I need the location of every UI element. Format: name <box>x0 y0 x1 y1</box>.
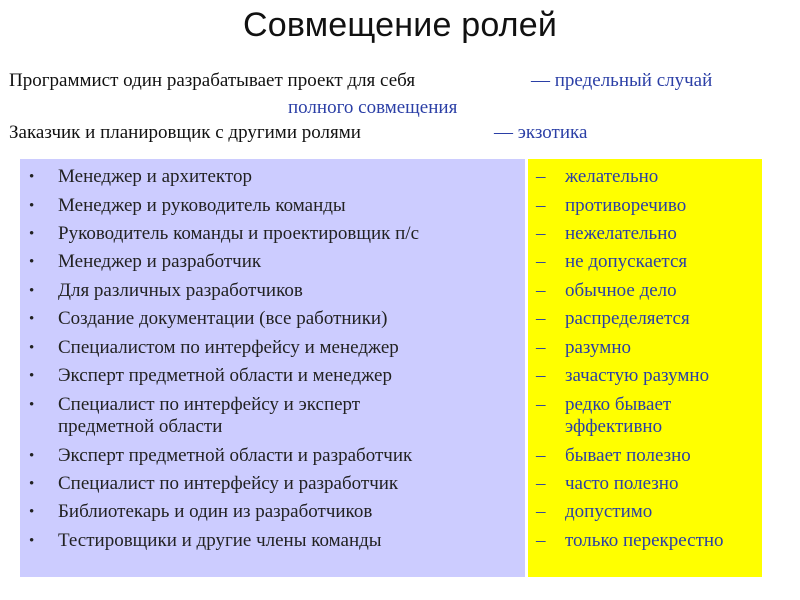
role-combination-text: Создание документации (все работники) <box>58 308 388 329</box>
dash-icon: – <box>536 365 546 386</box>
role-combination-text: Менеджер и руководитель команды <box>58 195 346 216</box>
verdict-text: нежелательно <box>565 223 677 244</box>
intro-line-1-note: — предельный случай <box>531 70 713 91</box>
role-combination-text: Менеджер и разработчик <box>58 251 262 272</box>
verdict-text: часто полезно <box>565 473 679 494</box>
dash-icon: – <box>536 337 546 358</box>
dash-icon: – <box>536 501 546 522</box>
bullet-icon: • <box>29 254 35 270</box>
bullet-icon: • <box>29 448 35 464</box>
verdict-text: допустимо <box>565 501 653 522</box>
dash-icon: – <box>536 473 546 494</box>
verdict-text: не допускается <box>565 251 688 272</box>
role-combination-text: Менеджер и архитектор <box>58 166 252 187</box>
intro-line-1: Программист один разрабатывает проект для себя <box>9 70 416 91</box>
intro-line-2: Заказчик и планировщик с другими ролями <box>9 122 361 143</box>
dash-icon: – <box>536 166 546 187</box>
role-combination-text: Руководитель команды и проектировщик п/с <box>58 223 420 244</box>
dash-icon: – <box>536 394 546 415</box>
bullet-icon: • <box>29 226 35 242</box>
intro-line-1-note-continuation: полного совмещения <box>288 97 458 118</box>
role-combination-text: Библиотекарь и один из разработчиков <box>58 501 373 522</box>
role-combination-text: Для различных разработчиков <box>58 280 303 301</box>
role-combinations-panel <box>20 159 525 577</box>
verdict-text: только перекрестно <box>565 530 724 551</box>
bullet-icon: • <box>29 397 35 413</box>
role-combination-text-continuation: предметной области <box>58 416 223 437</box>
page-title: Совмещение ролей <box>242 6 558 44</box>
bullet-icon: • <box>29 368 35 384</box>
role-combination-text: Эксперт предметной области и разработчик <box>58 445 413 466</box>
verdict-text: противоречиво <box>565 195 687 216</box>
bullet-icon: • <box>29 283 35 299</box>
bullet-icon: • <box>29 504 35 520</box>
role-combination-text: Специалистом по интерфейсу и менеджер <box>58 337 399 358</box>
verdicts-panel <box>528 159 762 577</box>
role-combination-text: Специалист по интерфейсу и эксперт <box>58 394 361 415</box>
dash-icon: – <box>536 308 546 329</box>
role-combination-text: Тестировщики и другие члены команды <box>58 530 382 551</box>
dash-icon: – <box>536 223 546 244</box>
verdict-text: распределяется <box>565 308 690 329</box>
verdict-text: бывает полезно <box>565 445 691 466</box>
bullet-icon: • <box>29 533 35 549</box>
bullet-icon: • <box>29 198 35 214</box>
bullet-icon: • <box>29 169 35 185</box>
role-combination-text: Специалист по интерфейсу и разработчик <box>58 473 399 494</box>
bullet-icon: • <box>29 311 35 327</box>
verdict-text: зачастую разумно <box>565 365 710 386</box>
dash-icon: – <box>536 445 546 466</box>
verdict-text: редко бывает <box>565 394 672 415</box>
verdict-text: разумно <box>565 337 631 358</box>
verdict-text: желательно <box>565 166 659 187</box>
dash-icon: – <box>536 530 546 551</box>
bullet-icon: • <box>29 476 35 492</box>
dash-icon: – <box>536 280 546 301</box>
verdict-text: обычное дело <box>565 280 677 301</box>
dash-icon: – <box>536 251 546 272</box>
dash-icon: – <box>536 195 546 216</box>
role-combination-text: Эксперт предметной области и менеджер <box>58 365 392 386</box>
intro-line-2-note: — экзотика <box>494 122 588 143</box>
bullet-icon: • <box>29 340 35 356</box>
verdict-text-continuation: эффективно <box>565 416 663 437</box>
